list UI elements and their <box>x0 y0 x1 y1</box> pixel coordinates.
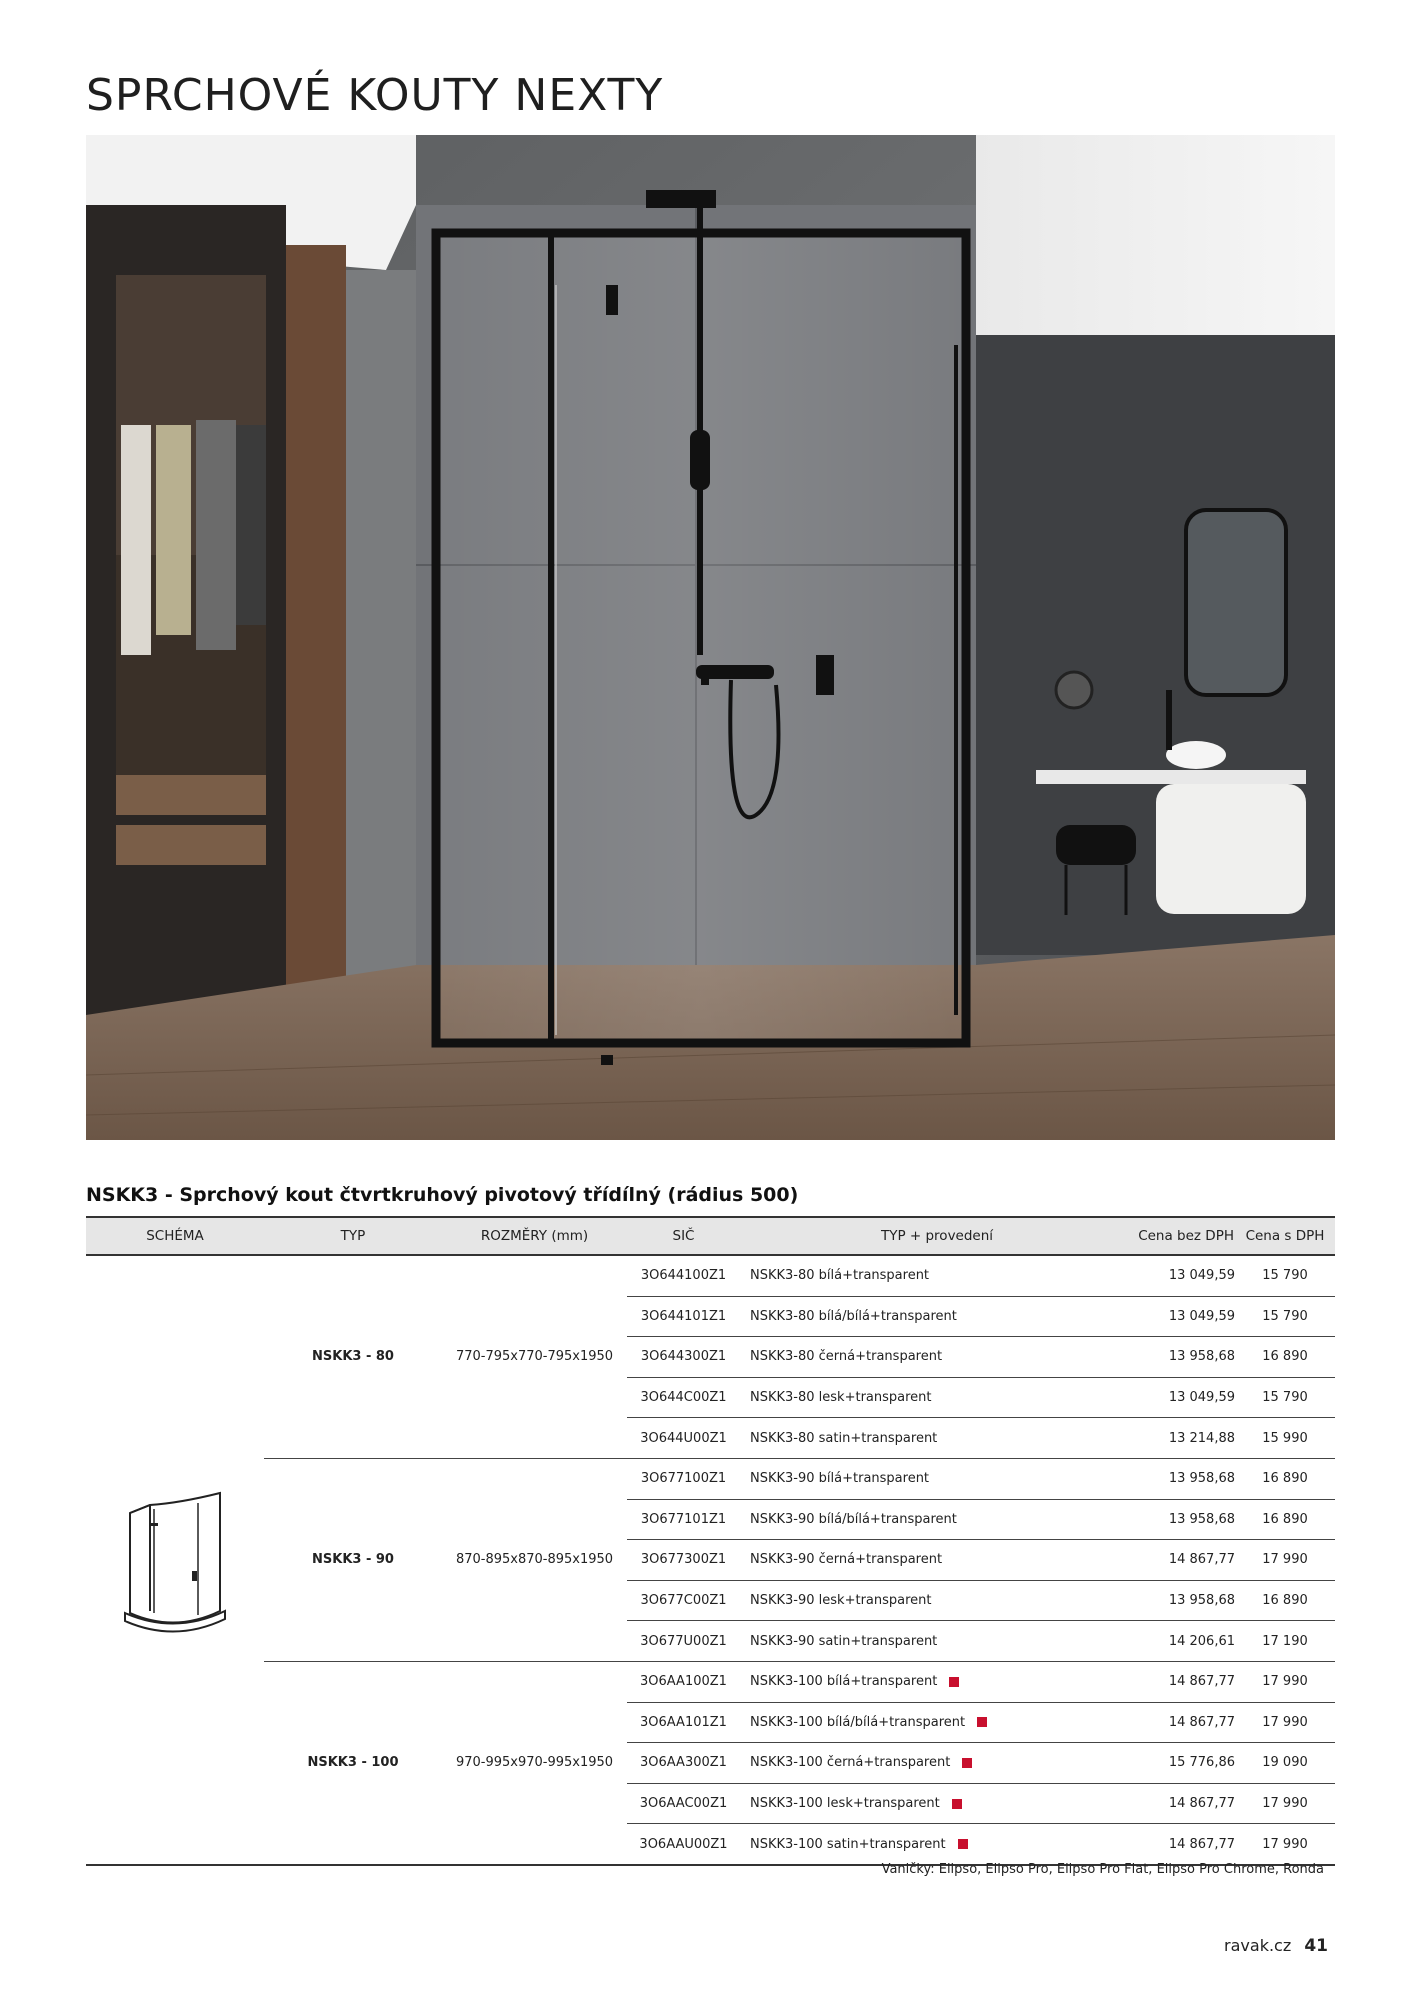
group-typ: NSKK3 - 90 <box>264 1458 442 1661</box>
red-square-badge-icon <box>962 1758 972 1768</box>
cell-cena-s-dph: 15 790 <box>1235 1255 1335 1296</box>
cell-sic: 3O6AAC00Z1 <box>627 1783 740 1824</box>
red-square-badge-icon <box>949 1677 959 1687</box>
page-number: 41 <box>1304 1936 1328 1956</box>
cell-sic: 3O6AAU00Z1 <box>627 1824 740 1865</box>
section-title: NSKK3 - Sprchový kout čtvrtkruhový pivotový třídílný (rádius 500) <box>86 1184 799 1206</box>
provedeni-text: NSKK3-90 bílá/bílá+transparent <box>750 1511 957 1527</box>
cell-cena-bez-dph: 13 049,59 <box>1125 1255 1235 1296</box>
cell-sic: 3O644U00Z1 <box>627 1418 740 1459</box>
page-footer <box>1224 1936 1328 1956</box>
footnote-vanicky: Vaničky: Elipso, Elipso Pro, Elipso Pro Flat, Elipso Pro Chrome, Ronda <box>881 1862 1324 1877</box>
cell-sic: 3O677101Z1 <box>627 1499 740 1540</box>
provedeni-text: NSKK3-90 bílá+transparent <box>750 1471 930 1487</box>
cell-cena-bez-dph: 14 867,77 <box>1125 1783 1235 1824</box>
provedeni-text: NSKK3-100 černá+transparent <box>750 1755 951 1771</box>
hero-photo <box>86 135 1335 1140</box>
provedeni-text: NSKK3-80 bílá+transparent <box>750 1268 930 1284</box>
cell-cena-s-dph: 17 990 <box>1235 1540 1335 1581</box>
group-rozmery: 970-995x970-995x1950 <box>442 1661 627 1864</box>
cell-cena-s-dph: 15 990 <box>1235 1418 1335 1459</box>
red-square-badge-icon <box>952 1799 962 1809</box>
cell-cena-bez-dph: 13 958,68 <box>1125 1499 1235 1540</box>
cell-cena-s-dph: 15 790 <box>1235 1377 1335 1418</box>
cell-provedeni <box>740 1783 1125 1824</box>
group-rozmery: 870-895x870-895x1950 <box>442 1458 627 1661</box>
price-table <box>86 1216 1335 1866</box>
cell-cena-bez-dph: 14 867,77 <box>1125 1661 1235 1702</box>
schema-diagram-cell <box>86 1255 264 1865</box>
provedeni-text: NSKK3-100 bílá+transparent <box>750 1674 938 1690</box>
cell-cena-s-dph: 16 890 <box>1235 1458 1335 1499</box>
cell-provedeni <box>740 1296 1125 1337</box>
cell-provedeni <box>740 1702 1125 1743</box>
cell-sic: 3O6AA300Z1 <box>627 1743 740 1784</box>
footer-site: ravak.cz <box>1224 1936 1292 1955</box>
cell-cena-bez-dph: 14 867,77 <box>1125 1702 1235 1743</box>
table-row <box>86 1458 1335 1499</box>
cell-provedeni <box>740 1499 1125 1540</box>
table-header-row <box>86 1217 1335 1255</box>
cell-cena-bez-dph: 13 214,88 <box>1125 1418 1235 1459</box>
cell-cena-bez-dph: 13 958,68 <box>1125 1337 1235 1378</box>
cell-provedeni <box>740 1458 1125 1499</box>
cell-cena-s-dph: 16 890 <box>1235 1337 1335 1378</box>
bathroom-shower-illustration <box>86 135 1335 1140</box>
cell-provedeni <box>740 1418 1125 1459</box>
cell-sic: 3O644C00Z1 <box>627 1377 740 1418</box>
cell-provedeni <box>740 1743 1125 1784</box>
cell-cena-bez-dph: 14 206,61 <box>1125 1621 1235 1662</box>
group-rozmery: 770-795x770-795x1950 <box>442 1255 627 1458</box>
cell-cena-s-dph: 17 990 <box>1235 1824 1335 1865</box>
cell-cena-bez-dph: 13 049,59 <box>1125 1296 1235 1337</box>
red-square-badge-icon <box>977 1717 987 1727</box>
cell-cena-s-dph: 17 990 <box>1235 1702 1335 1743</box>
group-typ: NSKK3 - 100 <box>264 1661 442 1864</box>
cell-cena-bez-dph: 13 958,68 <box>1125 1580 1235 1621</box>
cell-cena-bez-dph: 14 867,77 <box>1125 1824 1235 1865</box>
provedeni-text: NSKK3-90 satin+transparent <box>750 1633 938 1649</box>
cell-provedeni <box>740 1621 1125 1662</box>
cell-cena-s-dph: 19 090 <box>1235 1743 1335 1784</box>
provedeni-text: NSKK3-80 černá+transparent <box>750 1349 943 1365</box>
cell-cena-bez-dph: 15 776,86 <box>1125 1743 1235 1784</box>
table-body <box>86 1255 1335 1865</box>
provedeni-text: NSKK3-90 černá+transparent <box>750 1552 943 1568</box>
header-cena-s-dph: Cena s DPH <box>1235 1217 1335 1255</box>
provedeni-text: NSKK3-100 bílá/bílá+transparent <box>750 1714 966 1730</box>
cell-provedeni <box>740 1377 1125 1418</box>
group-typ: NSKK3 - 80 <box>264 1255 442 1458</box>
cell-cena-s-dph: 16 890 <box>1235 1580 1335 1621</box>
cell-sic: 3O644101Z1 <box>627 1296 740 1337</box>
cell-cena-s-dph: 15 790 <box>1235 1296 1335 1337</box>
cell-cena-bez-dph: 13 958,68 <box>1125 1458 1235 1499</box>
cell-cena-s-dph: 17 990 <box>1235 1783 1335 1824</box>
cell-cena-s-dph: 17 190 <box>1235 1621 1335 1662</box>
price-table-wrapper <box>86 1216 1335 1866</box>
cell-sic: 3O644100Z1 <box>627 1255 740 1296</box>
header-schema: SCHÉMA <box>86 1217 264 1255</box>
red-square-badge-icon <box>958 1839 968 1849</box>
cell-sic: 3O677100Z1 <box>627 1458 740 1499</box>
table-row <box>86 1255 1335 1296</box>
cell-provedeni <box>740 1540 1125 1581</box>
cell-provedeni <box>740 1255 1125 1296</box>
header-typ: TYP <box>264 1217 442 1255</box>
cell-sic: 3O677U00Z1 <box>627 1621 740 1662</box>
provedeni-text: NSKK3-100 satin+transparent <box>750 1836 946 1852</box>
provedeni-text: NSKK3-80 lesk+transparent <box>750 1390 932 1406</box>
header-cena-bez-dph: Cena bez DPH <box>1125 1217 1235 1255</box>
provedeni-text: NSKK3-80 satin+transparent <box>750 1430 938 1446</box>
cell-provedeni <box>740 1661 1125 1702</box>
header-typ-provedeni: TYP + provedení <box>740 1217 1125 1255</box>
cell-sic: 3O6AA101Z1 <box>627 1702 740 1743</box>
cell-cena-bez-dph: 13 049,59 <box>1125 1377 1235 1418</box>
cell-sic: 3O644300Z1 <box>627 1337 740 1378</box>
shower-schema-icon <box>120 1483 230 1633</box>
cell-provedeni <box>740 1580 1125 1621</box>
cell-provedeni <box>740 1824 1125 1865</box>
provedeni-text: NSKK3-90 lesk+transparent <box>750 1593 932 1609</box>
cell-sic: 3O677300Z1 <box>627 1540 740 1581</box>
header-sic: SIČ <box>627 1217 740 1255</box>
cell-cena-s-dph: 16 890 <box>1235 1499 1335 1540</box>
cell-cena-bez-dph: 14 867,77 <box>1125 1540 1235 1581</box>
cell-cena-s-dph: 17 990 <box>1235 1661 1335 1702</box>
cell-sic: 3O6AA100Z1 <box>627 1661 740 1702</box>
cell-sic: 3O677C00Z1 <box>627 1580 740 1621</box>
header-rozmery: ROZMĚRY (mm) <box>442 1217 627 1255</box>
table-row <box>86 1661 1335 1702</box>
cell-provedeni <box>740 1337 1125 1378</box>
provedeni-text: NSKK3-100 lesk+transparent <box>750 1796 940 1812</box>
page-title: SPRCHOVÉ KOUTY NEXTY <box>86 70 664 121</box>
provedeni-text: NSKK3-80 bílá/bílá+transparent <box>750 1308 957 1324</box>
